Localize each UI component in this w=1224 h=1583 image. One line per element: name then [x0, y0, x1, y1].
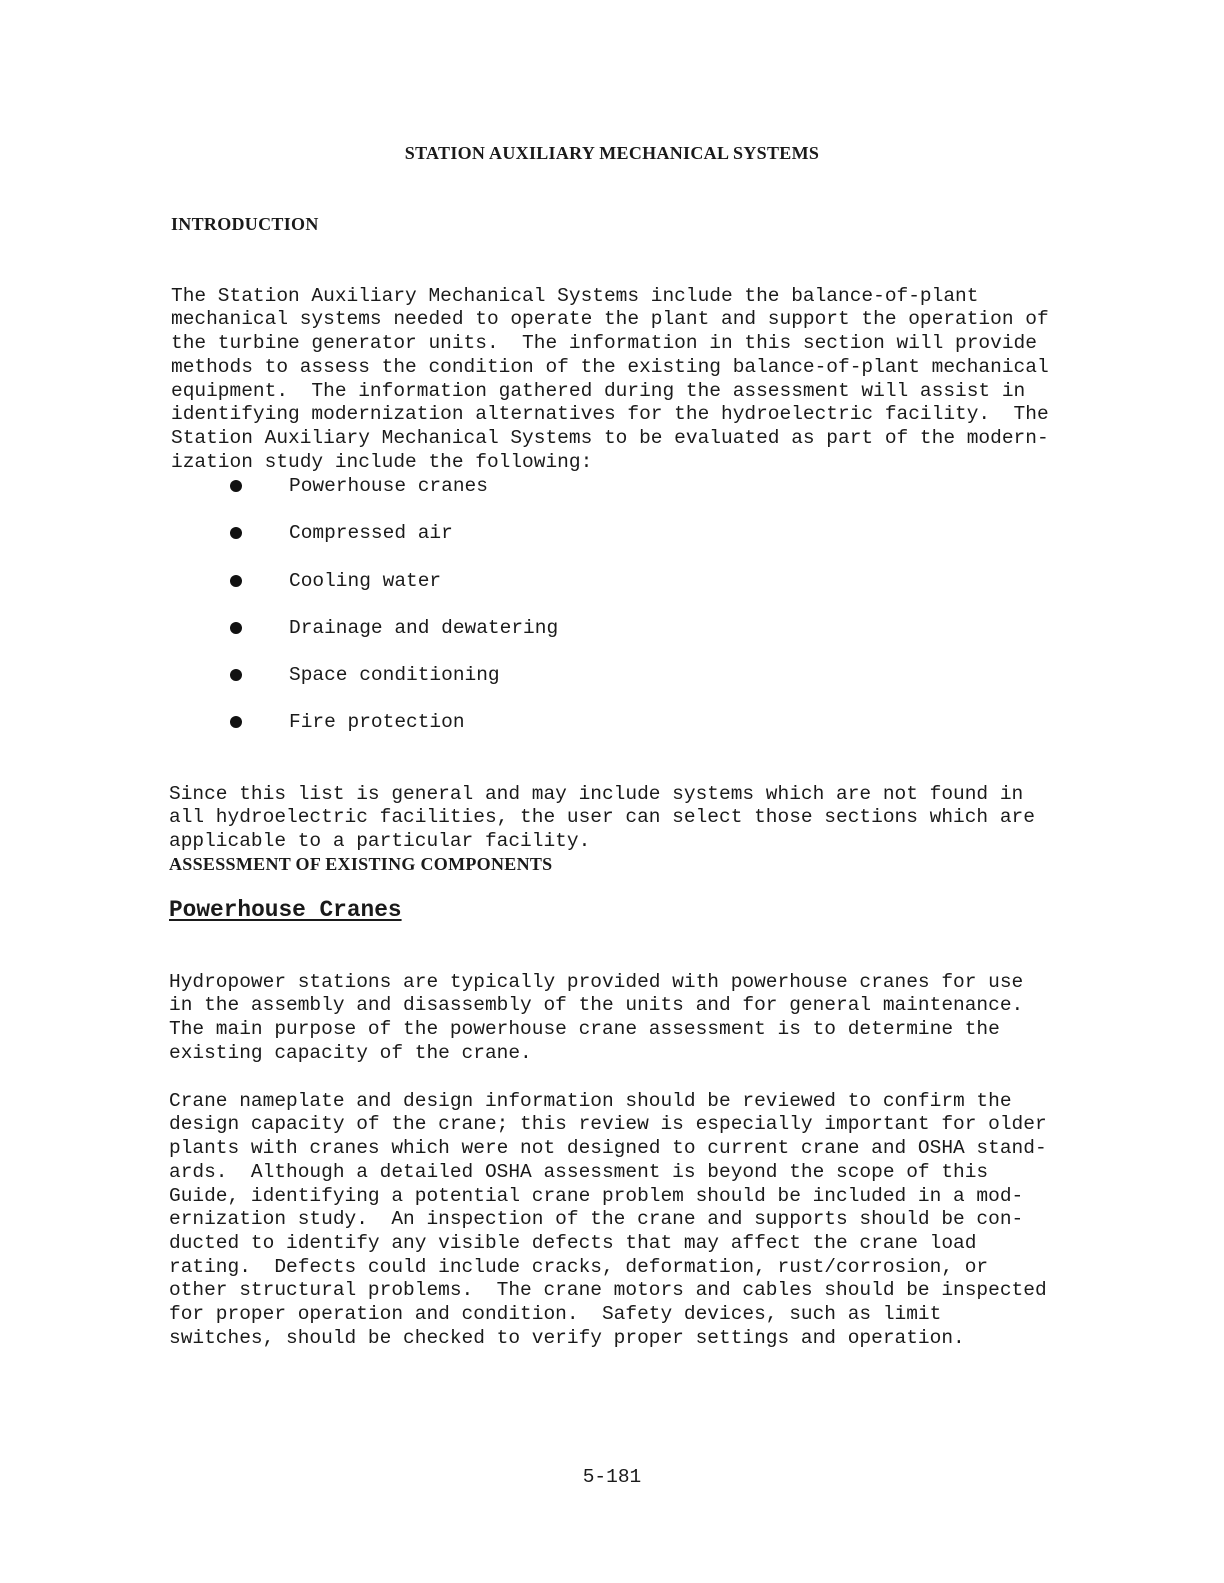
bullet-text: Drainage and dewatering [289, 617, 559, 639]
paragraph-line: switches, should be checked to verify proper settings and operation. [169, 1326, 965, 1349]
paragraph-line: existing capacity of the crane. [169, 1041, 532, 1064]
paragraph-line: Guide, identifying a potential crane problem should be included in a mod- [169, 1184, 1024, 1207]
assessment-heading: ASSESSMENT OF EXISTING COMPONENTS [169, 854, 553, 874]
paragraph-line: methods to assess the condition of the existing balance-of-plant mechanical [171, 355, 1049, 378]
paragraph-line: Since this list is general and may include systems which are not found in [169, 782, 1024, 805]
paragraph-line: ards. Although a detailed OSHA assessment is beyond the scope of this [169, 1160, 989, 1183]
paragraph-line: Hydropower stations are typically provided with powerhouse cranes for use [169, 970, 1024, 993]
paragraph-line: mechanical systems needed to operate the plant and support the operation of [171, 308, 1049, 331]
bullet-icon [230, 716, 242, 728]
paragraph-line: design capacity of the crane; this review is especially important for older [169, 1113, 1047, 1136]
paragraph-line: The Station Auxiliary Mechanical Systems include the balance-of-plant [171, 284, 979, 307]
powerhouse-cranes-subheading: Powerhouse Cranes [169, 897, 402, 923]
bullet-icon [230, 575, 242, 587]
bullet-icon [230, 480, 242, 492]
paragraph-line: Station Auxiliary Mechanical Systems to be evaluated as part of the modern- [171, 426, 1049, 449]
bullet-icon [230, 669, 242, 681]
bullet-item [0, 616, 700, 640]
bullet-text: Compressed air [289, 522, 453, 544]
bullet-text: Cooling water [289, 570, 442, 592]
introduction-paragraph [171, 261, 1049, 474]
paragraph-line: equipment. The information gathered during the assessment will assist in [171, 379, 1026, 402]
bullet-item [0, 663, 700, 687]
paragraph-line: Crane nameplate and design information should be reviewed to confirm the [169, 1089, 1012, 1112]
paragraph-line: ernization study. An inspection of the crane and supports should be con- [169, 1208, 1024, 1231]
paragraph-line: identifying modernization alternatives for the hydroelectric facility. The [171, 403, 1049, 426]
crane-paragraph-1 [169, 947, 1023, 1066]
paragraph-line: all hydroelectric facilities, the user can select those sections which are [169, 806, 1035, 829]
page-title: STATION AUXILIARY MECHANICAL SYSTEMS [404, 143, 820, 163]
paragraph-line: in the assembly and disassembly of the units and for general maintenance. [169, 994, 1024, 1017]
paragraph-line: plants with cranes which were not designed to current crane and OSHA stand- [169, 1137, 1047, 1160]
bullet-text: Powerhouse cranes [289, 475, 488, 497]
paragraph-line: ducted to identify any visible defects that may affect the crane load [169, 1231, 977, 1254]
bullet-item [0, 474, 700, 498]
paragraph-line: applicable to a particular facility. [169, 830, 591, 853]
bullet-item [0, 521, 700, 545]
paragraph-line: ization study include the following: [171, 450, 593, 473]
bullet-icon [230, 527, 242, 539]
paragraph-line: other structural problems. The crane motors and cables should be inspected [169, 1279, 1047, 1302]
paragraph-line: The main purpose of the powerhouse crane assessment is to determine the [169, 1018, 1000, 1041]
bullet-text: Space conditioning [289, 664, 500, 686]
paragraph-line: the turbine generator units. The information in this section will provide [171, 332, 1037, 355]
page-number: 5-181 [582, 1466, 642, 1488]
closing-paragraph [169, 759, 1035, 854]
crane-paragraph-2 [169, 1066, 1047, 1350]
bullet-item [0, 569, 700, 593]
bullet-icon [230, 622, 242, 634]
bullet-item [0, 710, 700, 734]
paragraph-line: for proper operation and condition. Safety devices, such as limit [169, 1303, 942, 1326]
paragraph-line: rating. Defects could include cracks, deformation, rust/corrosion, or [169, 1255, 989, 1278]
introduction-heading: INTRODUCTION [171, 214, 319, 234]
bullet-text: Fire protection [289, 711, 465, 733]
